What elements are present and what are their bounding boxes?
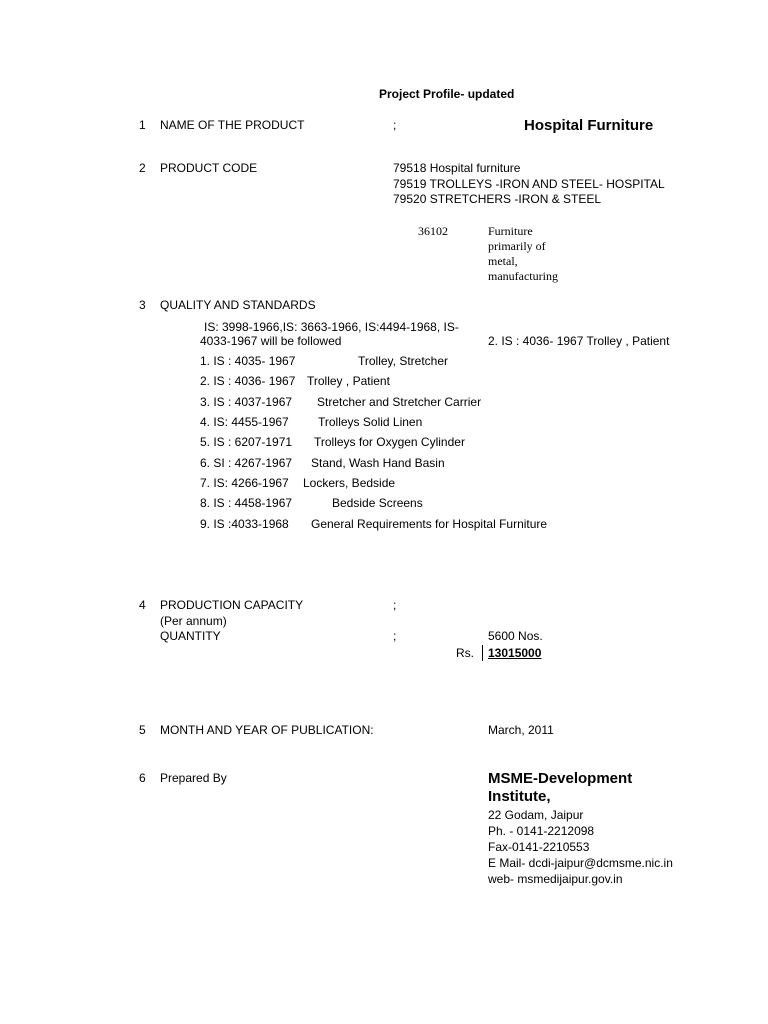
rs-label: Rs. bbox=[456, 646, 474, 660]
standards-intro-line: IS: 3998-1966,IS: 3663-1966, IS:4494-1968, IS- bbox=[204, 320, 459, 334]
standard-code: 4. IS: 4455-1967 bbox=[200, 415, 289, 429]
standards-intro-line: 4033-1967 will be followed bbox=[200, 334, 342, 348]
standard-code: 2. IS : 4036- 1967 bbox=[200, 374, 296, 388]
nic-description-line: metal, bbox=[488, 254, 518, 268]
standard-desc: General Requirements for Hospital Furniture bbox=[311, 517, 548, 531]
rs-value: 13015000 bbox=[488, 646, 542, 660]
separator: ; bbox=[393, 598, 397, 612]
standard-desc: Lockers, Bedside bbox=[303, 476, 396, 490]
standard-code: 5. IS : 6207-1971 bbox=[200, 435, 293, 449]
standard-code: 1. IS : 4035- 1967 bbox=[200, 354, 296, 368]
section-number: 4 bbox=[139, 598, 146, 612]
standard-desc: Bedside Screens bbox=[332, 496, 423, 510]
standard-code: 8. IS : 4458-1967 bbox=[200, 496, 293, 510]
section-number: 3 bbox=[139, 298, 146, 312]
standard-desc: Stretcher and Stretcher Carrier bbox=[317, 395, 482, 409]
standard-desc: Trolley , Patient bbox=[307, 374, 390, 388]
section-label: PRODUCTION CAPACITY bbox=[160, 598, 304, 612]
organization-name: MSME-Development bbox=[488, 770, 633, 787]
product-code-line: 79518 Hospital furniture bbox=[393, 161, 521, 175]
section-label: QUALITY AND STANDARDS bbox=[160, 298, 316, 312]
section-number: 2 bbox=[139, 161, 146, 175]
organization-name: Institute, bbox=[488, 788, 551, 805]
section-number: 1 bbox=[139, 118, 146, 132]
section-label: NAME OF THE PRODUCT bbox=[160, 118, 305, 132]
standard-desc: Stand, Wash Hand Basin bbox=[311, 456, 445, 470]
section-number: 5 bbox=[139, 723, 146, 737]
section-label: PRODUCT CODE bbox=[160, 161, 258, 175]
quantity-label: QUANTITY bbox=[160, 629, 221, 643]
page-title: Project Profile- updated bbox=[379, 87, 515, 101]
address-line: 22 Godam, Jaipur bbox=[488, 808, 584, 822]
standard-code: 9. IS :4033-1968 bbox=[200, 517, 289, 531]
section-label: Prepared By bbox=[160, 771, 227, 785]
quantity-value: 5600 Nos. bbox=[488, 629, 543, 643]
standard-code: 7. IS: 4266-1967 bbox=[200, 476, 289, 490]
product-code-line: 79519 TROLLEYS -IRON AND STEEL- HOSPITAL bbox=[393, 177, 665, 191]
standard-code: 6. SI : 4267-1967 bbox=[200, 456, 293, 470]
fax-line: Fax-0141-2210553 bbox=[488, 840, 590, 854]
nic-description-line: primarily of bbox=[488, 239, 546, 253]
website-line: web- msmedijaipur.gov.in bbox=[488, 872, 623, 886]
standard-desc: Trolleys for Oxygen Cylinder bbox=[314, 435, 465, 449]
separator: ; bbox=[393, 118, 397, 132]
standard-desc: Trolley, Stretcher bbox=[358, 354, 449, 368]
phone-line: Ph. - 0141-2212098 bbox=[488, 824, 595, 838]
section-number: 6 bbox=[139, 771, 146, 785]
separator: ; bbox=[393, 629, 397, 643]
publication-date-value: March, 2011 bbox=[488, 723, 554, 737]
section-sublabel: (Per annum) bbox=[160, 614, 227, 628]
nic-description-line: manufacturing bbox=[488, 269, 558, 283]
nic-code: 36102 bbox=[418, 224, 448, 238]
cell-border bbox=[482, 645, 483, 661]
standard-code: 3. IS : 4037-1967 bbox=[200, 395, 293, 409]
product-name-value: Hospital Furniture bbox=[524, 117, 654, 134]
nic-description-line: Furniture bbox=[488, 224, 533, 238]
email-line: E Mail- dcdi-jaipur@dcmsme.nic.in bbox=[488, 856, 673, 870]
standard-desc: Trolleys Solid Linen bbox=[318, 415, 423, 429]
product-code-line: 79520 STRETCHERS -IRON & STEEL bbox=[393, 192, 602, 206]
standards-intro-right: 2. IS : 4036- 1967 Trolley , Patient bbox=[488, 334, 670, 348]
section-label: MONTH AND YEAR OF PUBLICATION: bbox=[160, 723, 374, 737]
